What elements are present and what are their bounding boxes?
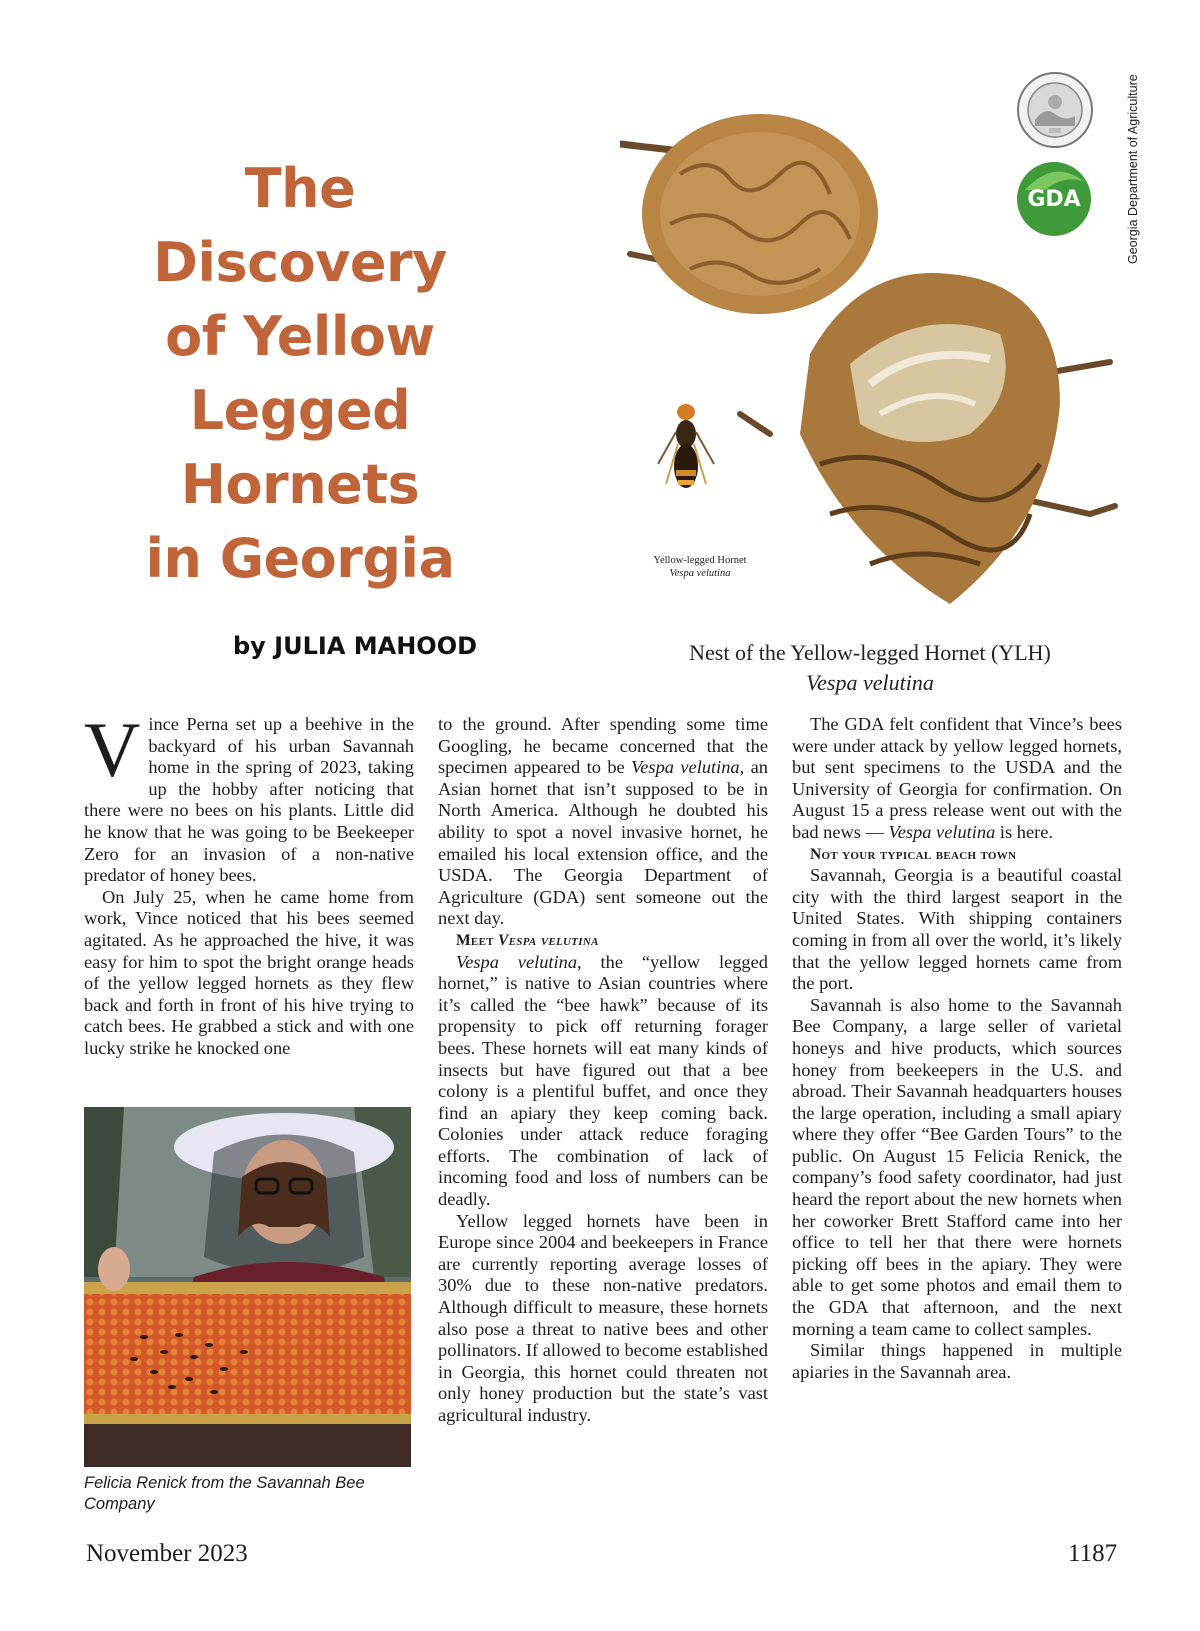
paragraph-gda-b: is here. — [995, 821, 1054, 842]
paragraph-1 — [84, 706, 414, 887]
column-1 — [84, 706, 414, 1060]
side-label-container — [1126, 74, 1146, 274]
side-label: Georgia Department of Agriculture — [1126, 74, 1140, 264]
paragraph-savannah: Savannah, Georgia is a beautiful coastal city with the third largest seaport in the United States. With shipping containers coming in from all over the world, it’s likely that the yellow legged hornets came from the port. — [792, 865, 1122, 994]
photo-caption-line-2: Company — [84, 1495, 155, 1513]
subhead-species: Vespa velutina — [498, 931, 599, 949]
issue-date: November 2023 — [86, 1540, 248, 1567]
paragraph-europe: Yellow legged hornets have been in Europe since 2004 and beekeepers in France are currently reporting average losses of 30% due to these non-native predators. Although difficult to measure, these hornets also pose a threat to native bees and other pollinators. If allowed to become established in Georgia, this hornet could threaten not only honey production but the state’s vast agricultural industry. — [438, 1210, 768, 1425]
hero-caption-line-2: Vespa velutina — [806, 670, 934, 695]
nest-illustration — [620, 104, 1120, 624]
photo-caption-line-1: Felicia Renick from the Savannah Bee — [84, 1474, 365, 1492]
paragraph-vespa — [438, 952, 768, 1211]
beekeeper-photo — [84, 1107, 411, 1467]
species-name: Vespa velutina — [631, 757, 740, 778]
paragraph-continued-b: , an Asian hornet that isn’t supposed to be in North America. Although he doubted his ability to spot a novel invasive hornet, he emailed his local extension office, and the USDA. The Georgia Department of Agriculture (GDA) sent someone out the next day. — [438, 757, 768, 929]
gda-logo-text: GDA — [1027, 187, 1081, 212]
paragraph-gda — [792, 714, 1122, 844]
paragraph-vespa-text: , the “yellow legged hornet,” is native to Asian countries where it’s called the “bee hawk” because of its propensity to pick off returning forager bees. These hornets will eat many kinds of insects but have figured out that a bee colony is a plentiful buffet, and once they find an apiary they keep coming back. Colonies under attack reduce foraging efforts. The combination of lack of incoming food and loss of numbers can be deadly. — [438, 951, 768, 1210]
title-line-1: The Discovery — [153, 157, 447, 294]
paragraph-bee-company: Savannah is also home to the Savannah Bee Company, a large seller of varietal honeys and hive products, which sources honey from beekeepers in the U.S. and abroad. Their Savannah headquarters houses the large operation, including a small apiary where they offer “Bee Garden Tours” to the public. On August 15 Felicia Renick, the company’s food safety coordinator, had just heard the report about the new hornets when her coworker Brett Stafford came into her office to tell her that there were hornets picking off bees in the apiary. They were able to get some photos and email them to the GDA that afternoon, and the next morning a team came to collect samples. — [792, 994, 1122, 1339]
paragraph-2: On July 25, when he came home from work, Vince noticed that his bees seemed agitated. As he approached the hive, it was easy for him to spot the bright orange heads of the yellow legged hornets as they flew back and forth in front of his hive trying to catch bees. He grabbed a stick and with one lucky strike he knocked one — [84, 886, 414, 1058]
hornet-caption-species: Vespa velutina — [669, 568, 731, 579]
title-line-2: of Yellow — [165, 305, 435, 368]
hornet-caption — [640, 554, 760, 580]
byline: by JULIA MAHOOD — [233, 632, 478, 660]
page-number: 1187 — [1068, 1540, 1118, 1567]
photo-caption — [84, 1473, 411, 1515]
column-3 — [792, 714, 1122, 1383]
paragraph-gda-a: The GDA felt confident that Vince’s bees were under attack by yellow legged hornets, but sent specimens to the USDA and the University of Georgia for confirmation. On August 15 a press release went out with the bad news — — [792, 714, 1122, 842]
paragraph-1-text: ince Perna set up a beehive in the backyard of his urban Savannah home in the spring of 2023, taking up the hobby after noticing that there were no bees on his plants. Little did he know that he was going to be Beekeeper Zero for an invasion of a non-native predator of honey bees. — [84, 714, 414, 886]
paragraph-similar: Similar things happened in multiple apiaries in the Savannah area. — [792, 1340, 1122, 1382]
hero-caption — [640, 638, 1100, 698]
title-line-4: in Georgia — [145, 527, 455, 590]
column-2 — [438, 714, 768, 1427]
title-line-3: Legged Hornets — [180, 379, 420, 516]
paragraph-continued — [438, 714, 768, 930]
hero-caption-line-1: Nest of the Yellow-legged Hornet (YLH) — [689, 640, 1051, 665]
drop-cap: V — [84, 706, 141, 793]
paragraph-continued-a: to the ground. After spending some time Googling, he became concerned that the specimen appeared to be — [438, 714, 768, 778]
paragraph-gda-species: Vespa velutina — [888, 821, 996, 842]
article-title — [90, 152, 510, 596]
paragraph-vespa-species: Vespa velutina — [456, 951, 578, 972]
subhead-beach-town: Not your typical beach town — [810, 845, 1017, 863]
subhead-meet: Meet — [456, 931, 499, 949]
hornet-caption-name: Yellow-legged Hornet — [653, 555, 747, 566]
subhead-meet-vespa — [438, 930, 768, 952]
